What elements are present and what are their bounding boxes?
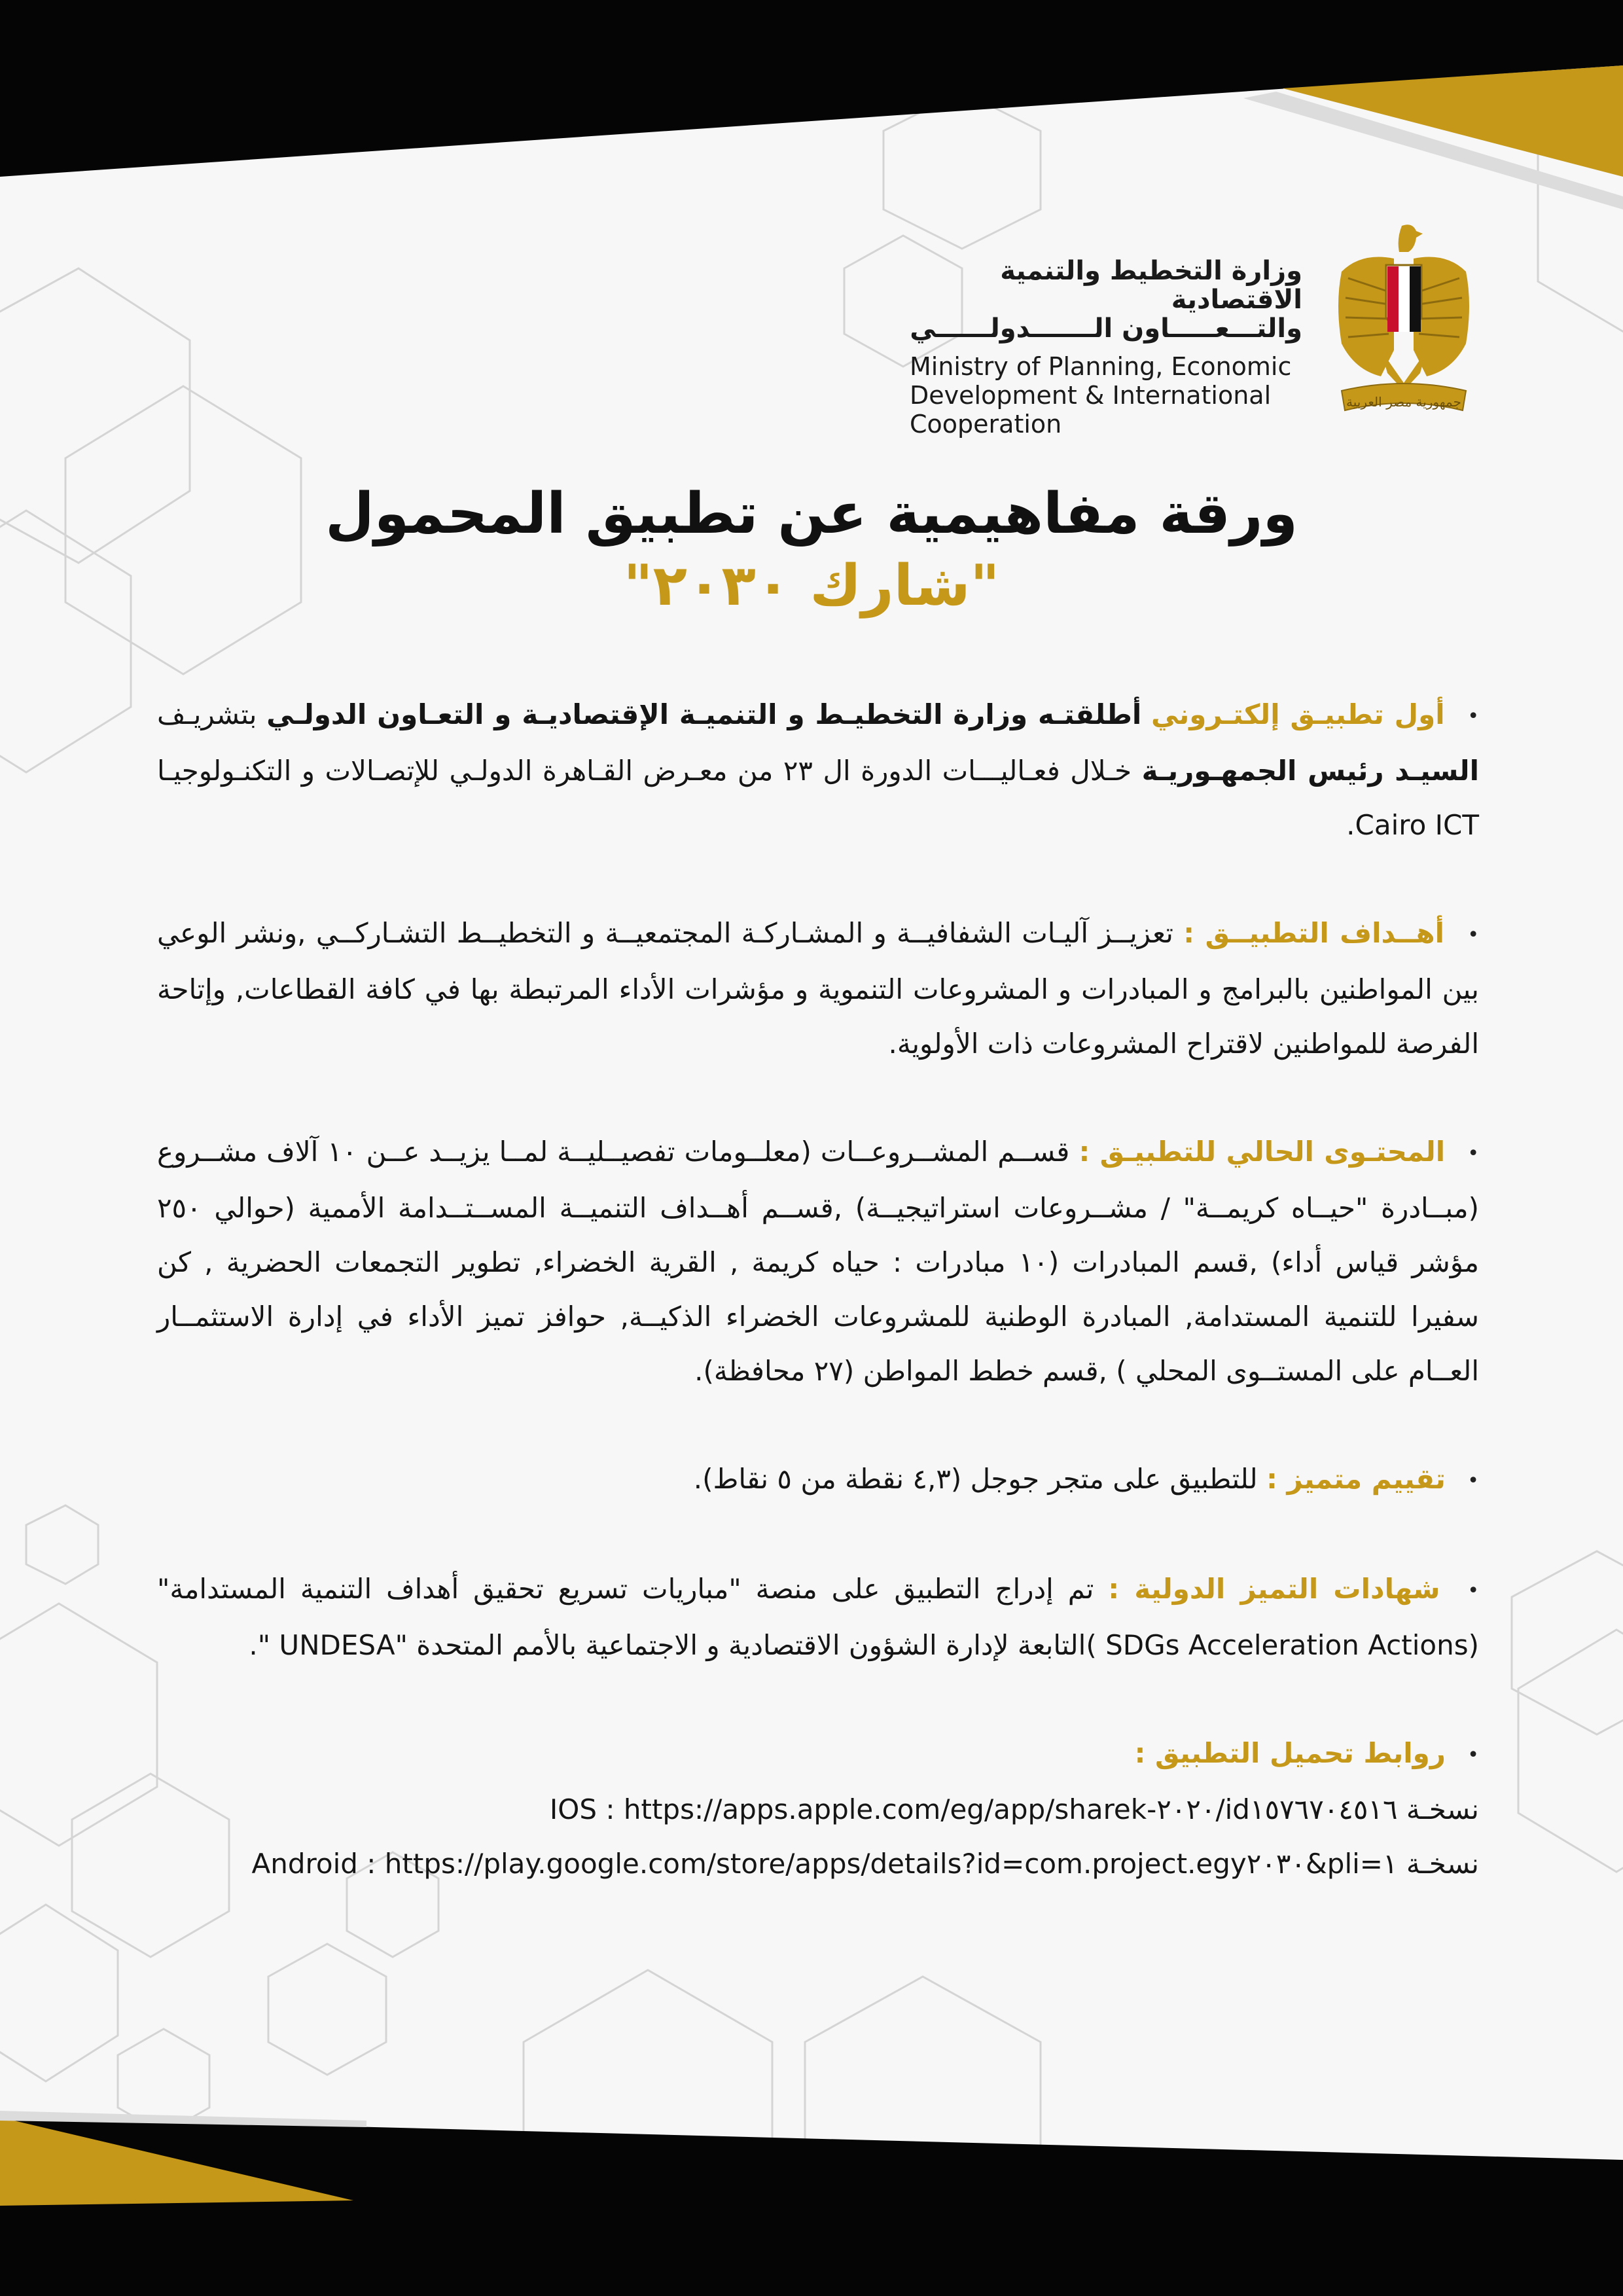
document-title-block bbox=[131, 478, 1492, 622]
ministry-name-ar-line2: والتـــعـــــاون الـــــــدولــــــي bbox=[910, 314, 1302, 344]
section-download-links bbox=[157, 1726, 1479, 1891]
ministry-name-en-line2: Development & International bbox=[910, 381, 1272, 410]
document-title: ورقة مفاهيمية عن تطبيق المحمول bbox=[325, 481, 1298, 547]
content-text: قســم المشــروعــات (معلــومات تفصيــليــة لمــا يزيــد عــن ١٠ آلاف مشــروع (مبــادرة "حيــاه كريمــة" / مشــروعات استراتيجيــة) ,قســم أهــداف التنميــة المســتــدامة الأممية (حوالي ٢٥٠ مؤشر قياس أداء) ,قسم المبادرات (١٠ مبادرات : حياه كريمة , القرية الخضراء, تطوير التجمعات الحضرية , كن سفيرا للتنمية المستدامة, المبادرة الوطنية للمشروعات الخضراء الذكيــة, حوافز تميز الأداء في إدارة الاستثمــار العــام على المستــوى المحلي ) ,قسم خطط المواطن (٢٧ محافظة). bbox=[157, 1136, 1479, 1387]
links-label: روابط تحميل التطبيق : bbox=[1134, 1737, 1446, 1769]
app-name-title: "شارك ٢٠٣٠" bbox=[623, 553, 1000, 619]
bullet-icon: • bbox=[1467, 1579, 1480, 1602]
intro-bold-text: أطلقتـه وزارة التخطيـط و التنميـة الإقتصاديـة و التعـاون الدولـي bbox=[266, 698, 1142, 730]
intro-highlight: أول تطبيـق إلكتـروني bbox=[1151, 698, 1445, 730]
bullet-icon: • bbox=[1467, 705, 1480, 728]
section-current-content bbox=[157, 1124, 1479, 1398]
ministry-name-en bbox=[910, 352, 1302, 439]
certificates-label: شهادات التميز الدولية : bbox=[1108, 1573, 1440, 1605]
goals-text: تعزيــز آليـات الشفافيــة و المشـاركـة المجتمعيــة و التخطيــط التشـاركــي ,ونشر الوعي بين المواطنين بالبرامج و المبادرات و المشروعات التنموية و مؤشرات الأداء المرتبطة بها في كافة القطاعات, وإتاحة الفرصة للمواطنين لاقتراح المشروعات ذات الأولوية. bbox=[157, 917, 1479, 1060]
android-store-link[interactable]: https://play.google.com/store/apps/details?id=com.project.egy٢٠٣٠&pli=١ bbox=[384, 1848, 1398, 1880]
bullet-icon: • bbox=[1467, 1469, 1479, 1492]
content-label: المحتـوى الحالي للتطبيـق : bbox=[1079, 1136, 1446, 1168]
certificates-text: تم إدراج التطبيق على منصة "مباريات تسريع تحقيق أهداف التنمية المستدامة" (SDGs Acceleration Actions )التابعة لإدارة الشؤون الاقتصادية و الاجتماعية بالأمم المتحدة "UNDESA ". bbox=[157, 1573, 1479, 1661]
section-goals bbox=[157, 906, 1479, 1071]
document-body bbox=[157, 687, 1479, 1891]
ios-store-link[interactable]: https://apps.apple.com/eg/app/sharek-٢٠٢٠/id١٥٧٦٧٠٤٥١٦ bbox=[623, 1793, 1398, 1825]
ministry-name-block bbox=[910, 256, 1302, 439]
intro-text-1: بتشريـف bbox=[157, 698, 257, 730]
goals-label: أهــداف التطبيــق : bbox=[1183, 917, 1444, 949]
ios-label: نسخـة IOS : bbox=[549, 1793, 1479, 1825]
intro-bold-president: السيـد رئيس الجمهـوريـة bbox=[1141, 755, 1479, 787]
ministry-name-en-line1: Ministry of Planning, Economic bbox=[910, 352, 1292, 381]
section-intro bbox=[157, 687, 1479, 852]
ministry-name-en-line3: Cooperation bbox=[910, 410, 1062, 439]
emblem-caption: جمهورية مصر العربية bbox=[1346, 394, 1461, 410]
bullet-icon: • bbox=[1467, 1142, 1480, 1165]
section-certificates bbox=[157, 1562, 1479, 1672]
rating-text: للتطبيق على متجر جوجل (٤,٣ نقطة من ٥ نقاط). bbox=[693, 1463, 1258, 1495]
ministry-name-ar-line1: وزارة التخطيط والتنمية الاقتصادية bbox=[1000, 256, 1302, 315]
ios-link-row bbox=[157, 1782, 1479, 1837]
android-label: نسخـة Android : bbox=[251, 1848, 1479, 1880]
egypt-eagle-emblem-icon bbox=[1329, 219, 1479, 422]
intro-text-2: خـلال فعـاليـــات الدورة ال ٢٣ من معـرض القـاهرة الدولـي للإتصـالات و التكنـولوجيـا Cairo ICT. bbox=[157, 755, 1479, 841]
rating-label: تقييم متميز : bbox=[1266, 1463, 1446, 1495]
bullet-icon: • bbox=[1467, 1744, 1479, 1767]
android-link-row bbox=[157, 1837, 1479, 1891]
bullet-icon: • bbox=[1467, 924, 1480, 946]
section-rating bbox=[157, 1452, 1479, 1508]
